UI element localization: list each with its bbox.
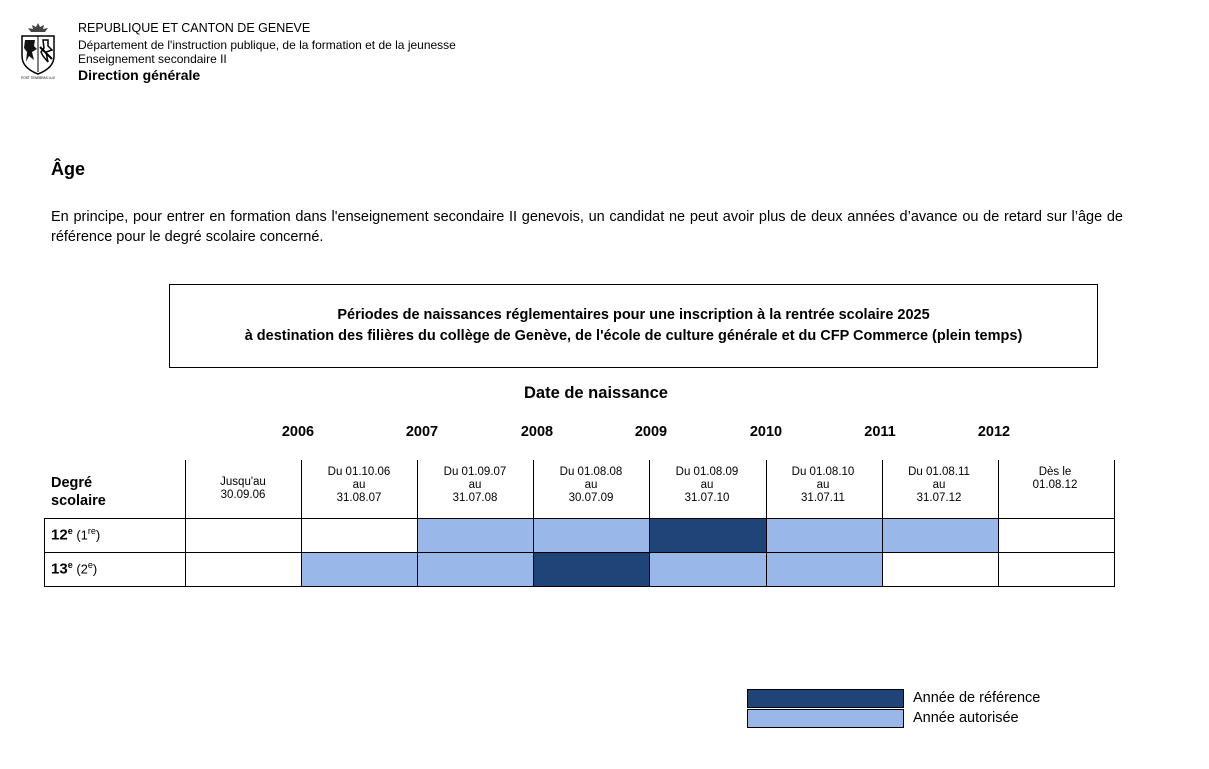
table-cell-reference <box>649 518 766 552</box>
grid-line <box>882 460 883 587</box>
table-cell-authorized <box>649 552 766 586</box>
year-label: 2012 <box>977 424 1011 440</box>
grid-line <box>185 460 186 587</box>
table-cell-authorized <box>882 518 998 552</box>
title-line-1: Périodes de naissances réglementaires pour une inscription à la rentrée scolaire 2025 <box>337 307 930 323</box>
column-header: Du 01.10.06 au 31.08.07 <box>327 466 391 504</box>
header-department: Département de l'instruction publique, de la formation et de la jeunesse <box>78 38 456 52</box>
table-cell-none <box>185 552 301 586</box>
year-label: 2011 <box>864 424 896 440</box>
grid-line <box>44 552 1115 553</box>
grid-line <box>766 460 767 587</box>
legend-reference-label: Année de référence <box>913 690 1041 706</box>
year-label: 2010 <box>749 424 783 440</box>
year-label: 2007 <box>405 424 439 440</box>
column-header: Du 01.08.08 au 30.07.09 <box>559 466 623 504</box>
year-label: 2008 <box>520 424 554 440</box>
table-cell-authorized <box>766 552 882 586</box>
legend-authorized-label: Année autorisée <box>913 710 1019 726</box>
grid-line <box>417 460 418 587</box>
row-label-12: 12e (1re) <box>51 526 101 544</box>
table-cell-reference <box>533 552 649 586</box>
header-republic: REPUBLIQUE ET CANTON DE GENEVE <box>78 21 311 35</box>
row-header-line: Degré <box>51 475 93 491</box>
row-header-label <box>51 474 106 510</box>
column-header: Dès le 01.08.12 <box>1032 466 1078 491</box>
column-header: Du 01.09.07 au 31.07.08 <box>443 466 507 504</box>
table-cell-none <box>882 552 998 586</box>
grid-line <box>533 460 534 587</box>
table-cell-authorized <box>766 518 882 552</box>
grid-line <box>44 518 45 587</box>
section-heading: Âge <box>51 159 86 179</box>
grid-line <box>1114 460 1115 587</box>
table-cell-none <box>185 518 301 552</box>
table-caption: Date de naissance <box>524 384 668 402</box>
year-label: 2006 <box>281 424 315 440</box>
table-cell-none <box>998 518 1114 552</box>
column-header: Jusqu'au 30.09.06 <box>220 476 266 501</box>
grid-line <box>44 586 1115 587</box>
table-cell-none <box>301 518 417 552</box>
row-header-line: scolaire <box>51 493 106 509</box>
grid-line <box>301 460 302 587</box>
grid-line <box>649 460 650 587</box>
table-cell-authorized <box>417 552 533 586</box>
legend-reference-swatch <box>747 689 904 708</box>
table-title-box <box>169 284 1098 368</box>
legend-authorized-swatch <box>747 709 904 728</box>
table-cell-authorized <box>301 552 417 586</box>
grid-line <box>998 460 999 587</box>
column-header: Du 01.08.11 au 31.07.12 <box>908 466 970 504</box>
header-direction: Direction générale <box>78 67 201 83</box>
crest-motto: POST TENEBRAS LUX <box>21 76 55 80</box>
column-header: Du 01.08.10 au 31.07.11 <box>791 466 855 504</box>
column-header: Du 01.08.09 au 31.07.10 <box>675 466 739 504</box>
title-line-2: à destination des filières du collège de Genève, de l'école de culture générale et du CFP Commerce (plein temps) <box>244 328 1023 344</box>
year-label: 2009 <box>634 424 668 440</box>
table-cell-none <box>998 552 1114 586</box>
row-label-13: 13e (2e) <box>51 560 98 578</box>
header-service: Enseignement secondaire II <box>78 52 227 66</box>
grid-line <box>44 518 1115 519</box>
table-cell-authorized <box>533 518 649 552</box>
section-paragraph: En principe, pour entrer en formation dans l'enseignement secondaire II genevois, un candidat ne peut avoir plus de deux années d’avance ou de retard sur l’âge de référence pour le degré scolaire concerné. <box>51 209 1123 245</box>
table-cell-authorized <box>417 518 533 552</box>
geneva-coat-of-arms-icon <box>18 22 58 80</box>
